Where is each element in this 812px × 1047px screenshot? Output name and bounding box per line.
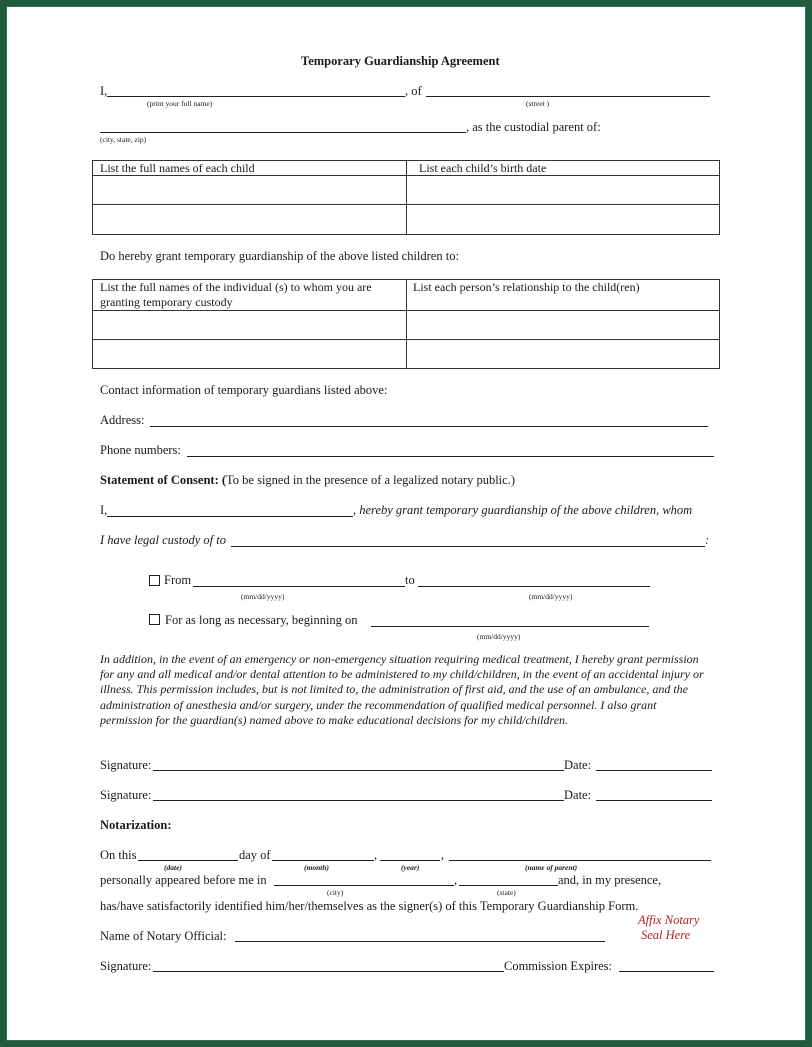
signature-label-2: Signature: <box>100 788 152 802</box>
consent-name-field[interactable] <box>107 516 353 517</box>
city-state-zip-field[interactable] <box>100 132 466 133</box>
consent-grant-text: , hereby grant temporary guardianship of the above children, whom <box>353 503 693 517</box>
commission-expires-field[interactable] <box>619 971 714 972</box>
hint-parent: (name of parent) <box>525 863 578 872</box>
from-date-field[interactable] <box>193 586 405 587</box>
notary-parent-name-field[interactable] <box>449 860 711 861</box>
consent-heading-paren: ( <box>221 473 227 487</box>
comma-3: , <box>454 873 458 887</box>
beginning-date-field[interactable] <box>371 626 649 627</box>
child-birth-date-cell[interactable] <box>407 176 719 204</box>
comma-2: , <box>441 848 445 862</box>
children-header-names: List the full names of each child <box>100 161 255 175</box>
print-name-hint: (print your full name) <box>147 99 213 108</box>
notarization-heading: Notarization: <box>100 818 172 832</box>
signature-field-2[interactable] <box>153 800 564 801</box>
guardian-relationship-cell[interactable] <box>407 340 719 368</box>
day-of-label: day of <box>239 848 271 862</box>
hint-year: (year) <box>401 863 420 872</box>
notary-name-field[interactable] <box>235 941 605 942</box>
grant-text: Do hereby grant temporary guardianship of the above listed children to: <box>100 249 459 263</box>
hint-state: (state) <box>497 888 516 897</box>
beginning-date-hint: (mm/dd/yyyy) <box>477 632 521 641</box>
child-name-cell[interactable] <box>93 176 406 204</box>
parent-name-field[interactable] <box>107 96 405 97</box>
page-title: Temporary Guardianship Agreement <box>301 54 500 68</box>
custody-children-field[interactable] <box>231 546 705 547</box>
children-table <box>92 160 720 235</box>
date-label-1: Date: <box>564 758 592 772</box>
date-label-2: Date: <box>564 788 592 802</box>
to-date-field[interactable] <box>418 586 650 587</box>
appeared-label: personally appeared before me in <box>100 873 267 887</box>
to-date-hint: (mm/dd/yyyy) <box>529 592 573 601</box>
medical-permission-paragraph: In addition, in the event of an emergency or non-emergency situation requiring medical treatment, I hereby grant permission for any and all medical and/or dental attention to be administered to my child/children, in the event of an accidental injury or illness. This permission includes, but is not limited to, the administration of first aid, and the use of an ambulance, and the administration of anesthesia and/or surgery, under the recommendation of qualified medical personnel. I also grant permission for the guardian(s) named above to make educational decisions for my child/children. <box>100 652 704 727</box>
notary-state-field[interactable] <box>459 885 558 886</box>
custodial-label: , as the custodial parent of: <box>466 120 601 134</box>
to-label: to <box>405 573 415 587</box>
notary-name-label: Name of Notary Official: <box>100 929 227 943</box>
address-field[interactable] <box>150 426 708 427</box>
address-label: Address: <box>100 413 145 427</box>
custody-text: I have legal custody of to <box>100 533 227 547</box>
date-field-2[interactable] <box>596 800 712 801</box>
signature-field-1[interactable] <box>153 770 564 771</box>
notary-signature-field[interactable] <box>153 971 504 972</box>
on-this-label: On this <box>100 848 137 862</box>
children-header-birth-date: List each child’s birth date <box>419 161 547 175</box>
guardian-name-cell[interactable] <box>93 311 406 339</box>
consent-i-label: I, <box>100 503 108 517</box>
from-label: From <box>164 573 192 587</box>
presence-label: and, in my presence, <box>558 873 662 887</box>
seal-text-line2: Seal Here <box>641 928 691 942</box>
seal-text-line1: Affix Notary <box>638 913 700 927</box>
notary-city-field[interactable] <box>274 885 454 886</box>
guardians-header-relationship: List each person’s relationship to the child(ren) <box>413 280 640 294</box>
child-name-cell[interactable] <box>93 205 406 233</box>
guardians-table <box>92 279 720 369</box>
signature-label-1: Signature: <box>100 758 152 772</box>
consent-heading: Statement of Consent: <box>100 473 219 487</box>
identified-text: has/have satisfactorily identified him/her/themselves as the signer(s) of this Temporary Guardianship Form. <box>100 899 639 913</box>
hint-date: (date) <box>164 863 182 872</box>
contact-heading: Contact information of temporary guardians listed above: <box>100 383 388 397</box>
from-to-checkbox[interactable] <box>149 575 160 586</box>
notary-date-field[interactable] <box>138 860 238 861</box>
guardians-header-names-cont: granting temporary custody <box>100 295 233 309</box>
guardian-relationship-cell[interactable] <box>407 311 719 339</box>
date-field-1[interactable] <box>596 770 712 771</box>
intro-i-label: I, <box>100 84 108 98</box>
city-hint: (city, state, zip) <box>100 135 147 144</box>
commission-label: Commission Expires: <box>504 959 612 973</box>
from-date-hint: (mm/dd/yyyy) <box>241 592 285 601</box>
street-hint: (street ) <box>526 99 550 108</box>
as-long-checkbox[interactable] <box>149 614 160 625</box>
child-birth-date-cell[interactable] <box>407 205 719 233</box>
guardians-header-names: List the full names of the individual (s) to whom you are <box>100 280 372 294</box>
as-long-label: For as long as necessary, beginning on <box>165 613 358 627</box>
street-field[interactable] <box>426 96 710 97</box>
custody-end: : <box>705 533 710 547</box>
consent-heading-rest: To be signed in the presence of a legalized notary public.) <box>226 473 515 487</box>
hint-city: (city) <box>327 888 344 897</box>
consent-heading-line <box>100 473 515 488</box>
phone-label: Phone numbers: <box>100 443 181 457</box>
notary-signature-label: Signature: <box>100 959 152 973</box>
comma-1: , <box>374 848 378 862</box>
phone-field[interactable] <box>187 456 714 457</box>
notary-year-field[interactable] <box>380 860 440 861</box>
intro-of-label: , of <box>405 84 422 98</box>
notary-month-field[interactable] <box>272 860 374 861</box>
guardian-name-cell[interactable] <box>93 340 406 368</box>
hint-month: (month) <box>304 863 330 872</box>
